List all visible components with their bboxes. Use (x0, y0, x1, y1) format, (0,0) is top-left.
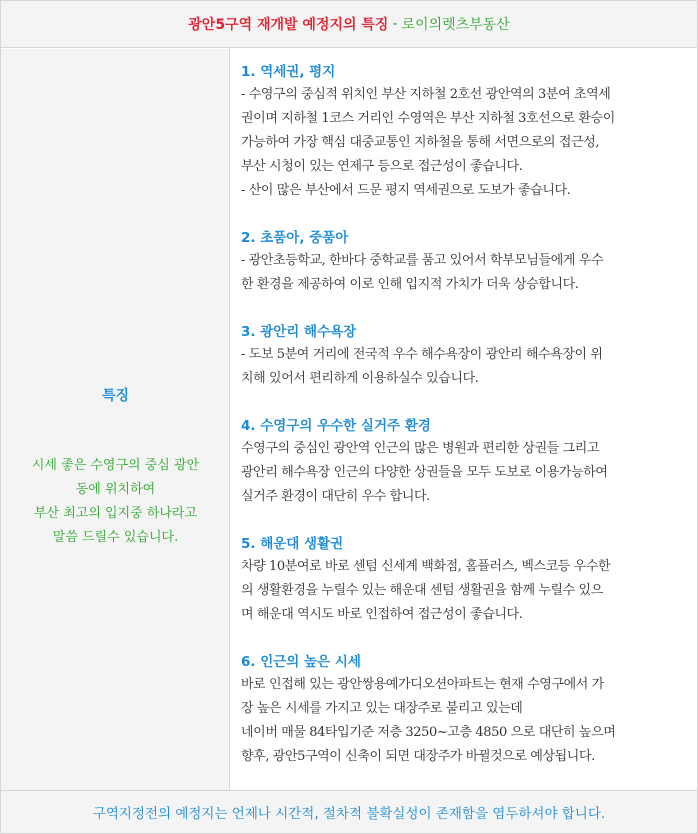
header-brand: 로이의렛츠부동산 (401, 17, 510, 33)
section-title: 1. 역세권, 평지 (241, 64, 336, 80)
section-line: 가능하여 가장 핵심 대중교통인 지하철을 통해 서면으로의 접근성, (241, 135, 600, 150)
feature-summary (11, 454, 220, 550)
section-line: - 산이 많은 부산에서 드문 평지 역세권으로 도보가 좋습니다. (241, 183, 571, 198)
section-line: - 도보 5분여 거리에 전국적 우수 해수욕장이 광안리 해수욕장이 위 (241, 347, 603, 362)
section-title: 6. 인근의 높은 시세 (241, 654, 361, 670)
section-schools (241, 227, 687, 297)
table-header (1, 1, 697, 48)
section-beach (241, 321, 687, 391)
header-separator: - (392, 16, 398, 32)
section-line: 광안리 해수욕장 인근의 다양한 상권들을 모두 도보로 이용가능하여 (241, 465, 608, 480)
feature-label: 특징 (101, 388, 130, 404)
section-line: 며 해운대 역시도 바로 인접하여 접근성이 좋습니다. (241, 607, 523, 622)
summary-line: 시세 좋은 수영구의 중심 광안 (31, 458, 200, 473)
summary-line: 말씀 드릴수 있습니다. (52, 530, 179, 545)
section-title: 3. 광안리 해수욕장 (241, 324, 357, 340)
section-line: - 광안초등학교, 한바다 중학교를 품고 있어서 학부모님들에게 우수 (241, 253, 604, 268)
section-line: - 수영구의 중심적 위치인 부산 지하철 2호선 광안역의 3분여 초역세 (241, 87, 611, 102)
right-column (231, 49, 697, 790)
section-line: 한 환경을 제공하여 이로 인해 입지적 가치가 더욱 상승합니다. (241, 277, 579, 292)
section-haeundae (241, 533, 687, 627)
section-title: 4. 수영구의 우수한 실거주 환경 (241, 418, 431, 434)
section-line: 차량 10분여로 바로 센텀 신세계 백화점, 홈플러스, 벡스코등 우수한 (241, 559, 611, 574)
summary-line: 부산 최고의 입지중 하나라고 (33, 506, 198, 521)
section-line: 바로 인접해 있는 광안쌍용예가디오션아파트는 현재 수영구에서 가 (241, 677, 604, 692)
section-station-area (241, 61, 687, 203)
section-line: 장 높은 시세를 가지고 있는 대장주로 불리고 있는데 (241, 701, 523, 716)
section-line: 네이버 매물 84타입기준 저층 3250~고층 4850 으로 대단히 높으며 (241, 725, 616, 740)
section-line: 의 생활환경을 누릴수 있는 해운대 센텀 생활권을 함께 누릴수 있으 (241, 583, 603, 598)
summary-line: 동에 위치하여 (75, 482, 156, 497)
section-title: 2. 초품아, 중품아 (241, 230, 349, 246)
section-prices (241, 651, 687, 769)
header-title: 광안5구역 재개발 예정지의 특징 (188, 17, 389, 33)
section-title: 5. 해운대 생활권 (241, 536, 344, 552)
section-line: 치해 있어서 편리하게 이용하실수 있습니다. (241, 371, 479, 386)
section-line: 부산 시청이 있는 연제구 등으로 접근성이 좋습니다. (241, 159, 523, 174)
left-column (1, 49, 230, 790)
section-line: 수영구의 중심인 광안역 인근의 많은 병원과 편리한 상권들 그리고 (241, 441, 600, 456)
section-line: 실거주 환경이 대단히 우수 합니다. (241, 489, 430, 504)
section-line: 권이며 지하철 1코스 거리인 수영역은 부산 지하철 3호선으로 환승이 (241, 111, 615, 126)
section-living-environment (241, 415, 687, 509)
footer-notice: 구역지정전의 예정지는 언제나 시간적, 절차적 불확실성이 존재함을 염두하셔야 합니다. (1, 790, 697, 833)
section-line: 향후, 광안5구역이 신축이 되면 대장주가 바뀔것으로 예상됩니다. (241, 749, 595, 764)
